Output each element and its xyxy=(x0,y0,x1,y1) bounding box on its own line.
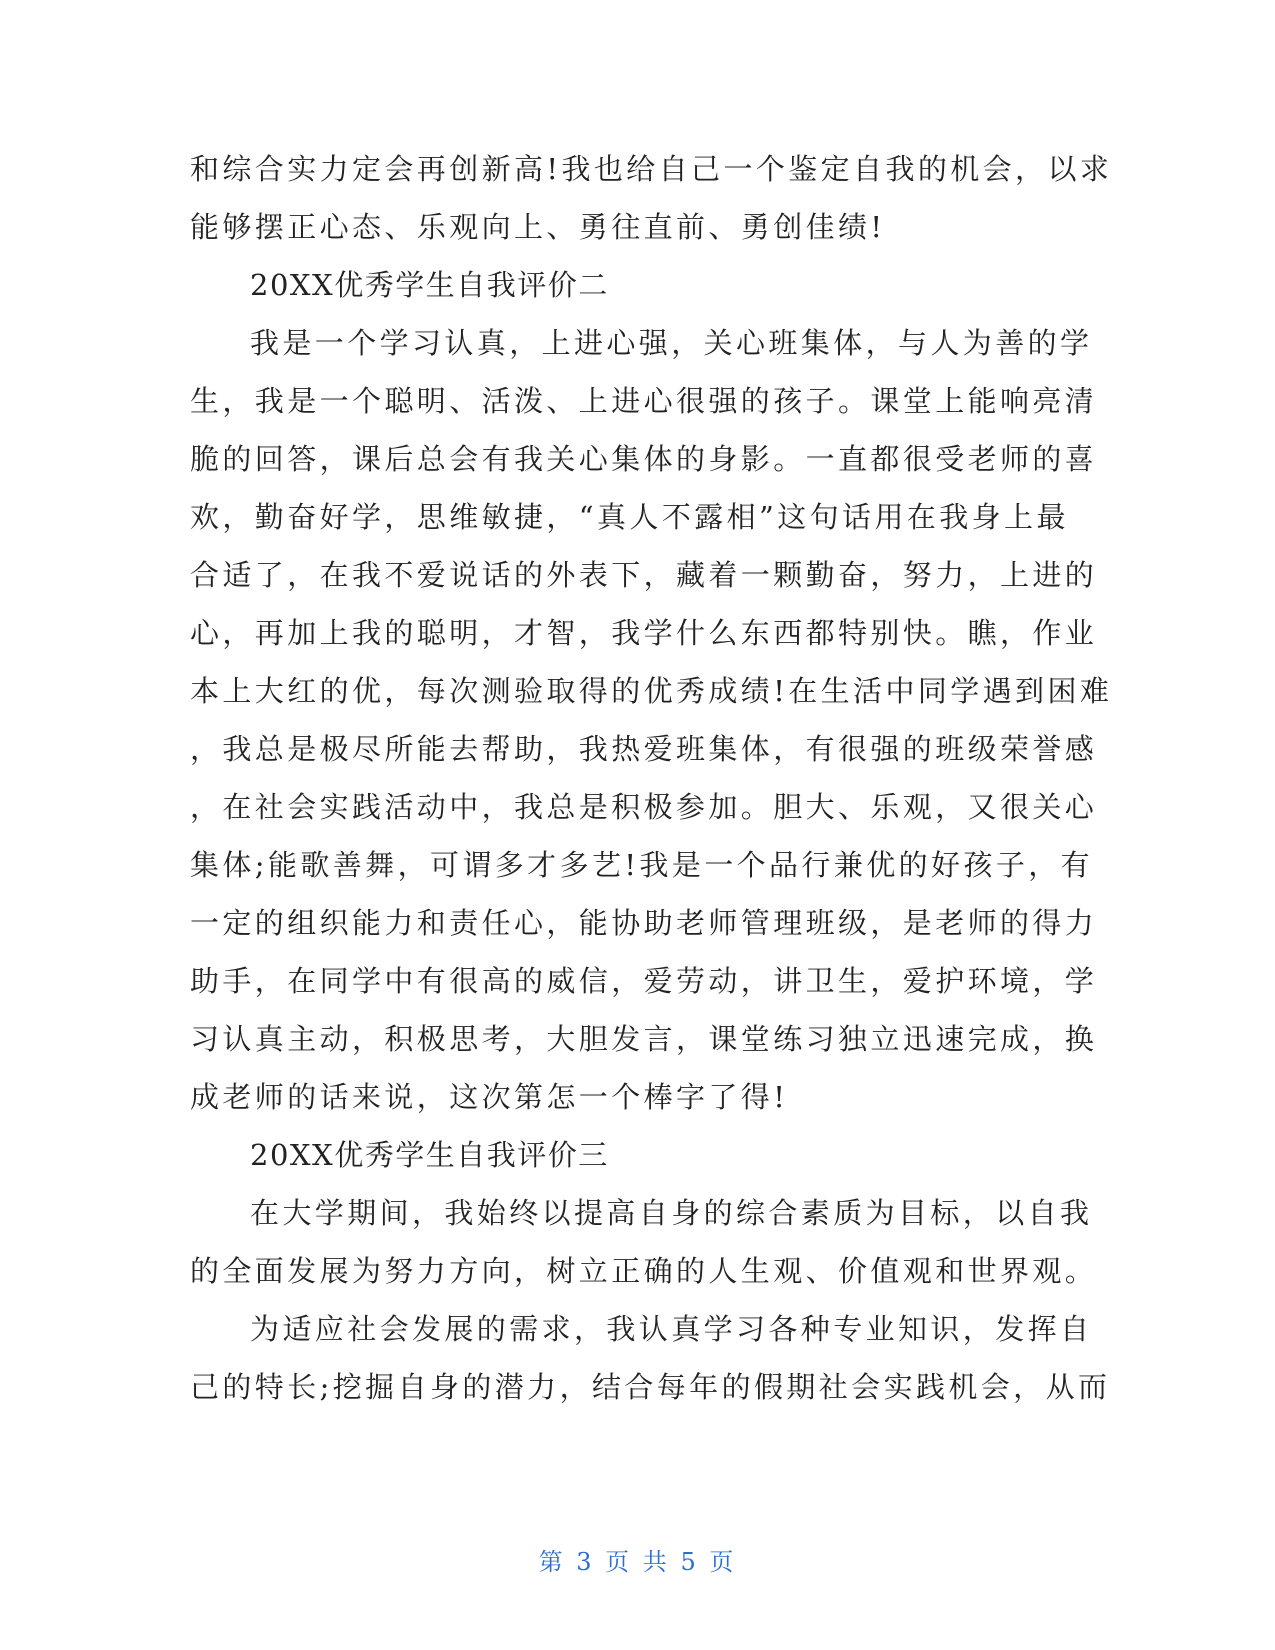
body-line-19: 为适应社会发展的需求，我认真学习各种专业知识，发挥自 xyxy=(250,1312,1093,1346)
body-line-15: 习认真主动，积极思考，大胆发言，课堂练习独立迅速完成，换 xyxy=(190,1022,1098,1056)
body-line-6: 欢，勤奋好学，思维敏捷，“真人不露相”这句话用在我身上最 xyxy=(190,500,1069,534)
body-line-10: ，我总是极尽所能去帮助，我热爱班集体，有很强的班级荣誉感 xyxy=(190,732,1098,766)
body-line-4: 生，我是一个聪明、活泼、上进心很强的孩子。课堂上能响亮清 xyxy=(190,384,1098,418)
body-line-18: 的全面发展为努力方向，树立正确的人生观、价值观和世界观。 xyxy=(190,1254,1098,1288)
body-line-12: 集体;能歌善舞，可谓多才多艺!我是一个品行兼优的好孩子，有 xyxy=(190,848,1094,882)
page-number-footer: 第 3 页 共 5 页 xyxy=(538,1548,737,1576)
section-heading-2: 20XX优秀学生自我评价二 xyxy=(250,268,609,302)
body-line-16: 成老师的话来说，这次第怎一个棒字了得! xyxy=(190,1080,789,1114)
body-line-1: 和综合实力定会再创新高!我也给自己一个鉴定自我的机会，以求 xyxy=(190,152,1113,186)
body-line-14: 助手，在同学中有很高的威信，爱劳动，讲卫生，爱护环境，学 xyxy=(190,964,1098,998)
body-line-7: 合适了，在我不爱说话的外表下，藏着一颗勤奋，努力，上进的 xyxy=(190,558,1098,592)
body-line-2: 能够摆正心态、乐观向上、勇往直前、勇创佳绩! xyxy=(190,210,886,244)
body-line-3: 我是一个学习认真，上进心强，关心班集体，与人为善的学 xyxy=(250,326,1093,360)
body-line-17: 在大学期间，我始终以提高自身的综合素质为目标，以自我 xyxy=(250,1196,1093,1230)
body-line-20: 己的特长;挖掘自身的潜力，结合每年的假期社会实践机会，从而 xyxy=(190,1370,1111,1404)
section-heading-3: 20XX优秀学生自我评价三 xyxy=(250,1138,609,1172)
body-line-5: 脆的回答，课后总会有我关心集体的身影。一直都很受老师的喜 xyxy=(190,442,1098,476)
body-line-11: ，在社会实践活动中，我总是积极参加。胆大、乐观，又很关心 xyxy=(190,790,1098,824)
body-line-13: 一定的组织能力和责任心，能协助老师管理班级，是老师的得力 xyxy=(190,906,1098,940)
body-line-8: 心，再加上我的聪明，才智，我学什么东西都特别快。瞧，作业 xyxy=(190,616,1098,650)
body-line-9: 本上大红的优，每次测验取得的优秀成绩!在生活中同学遇到困难 xyxy=(190,674,1113,708)
